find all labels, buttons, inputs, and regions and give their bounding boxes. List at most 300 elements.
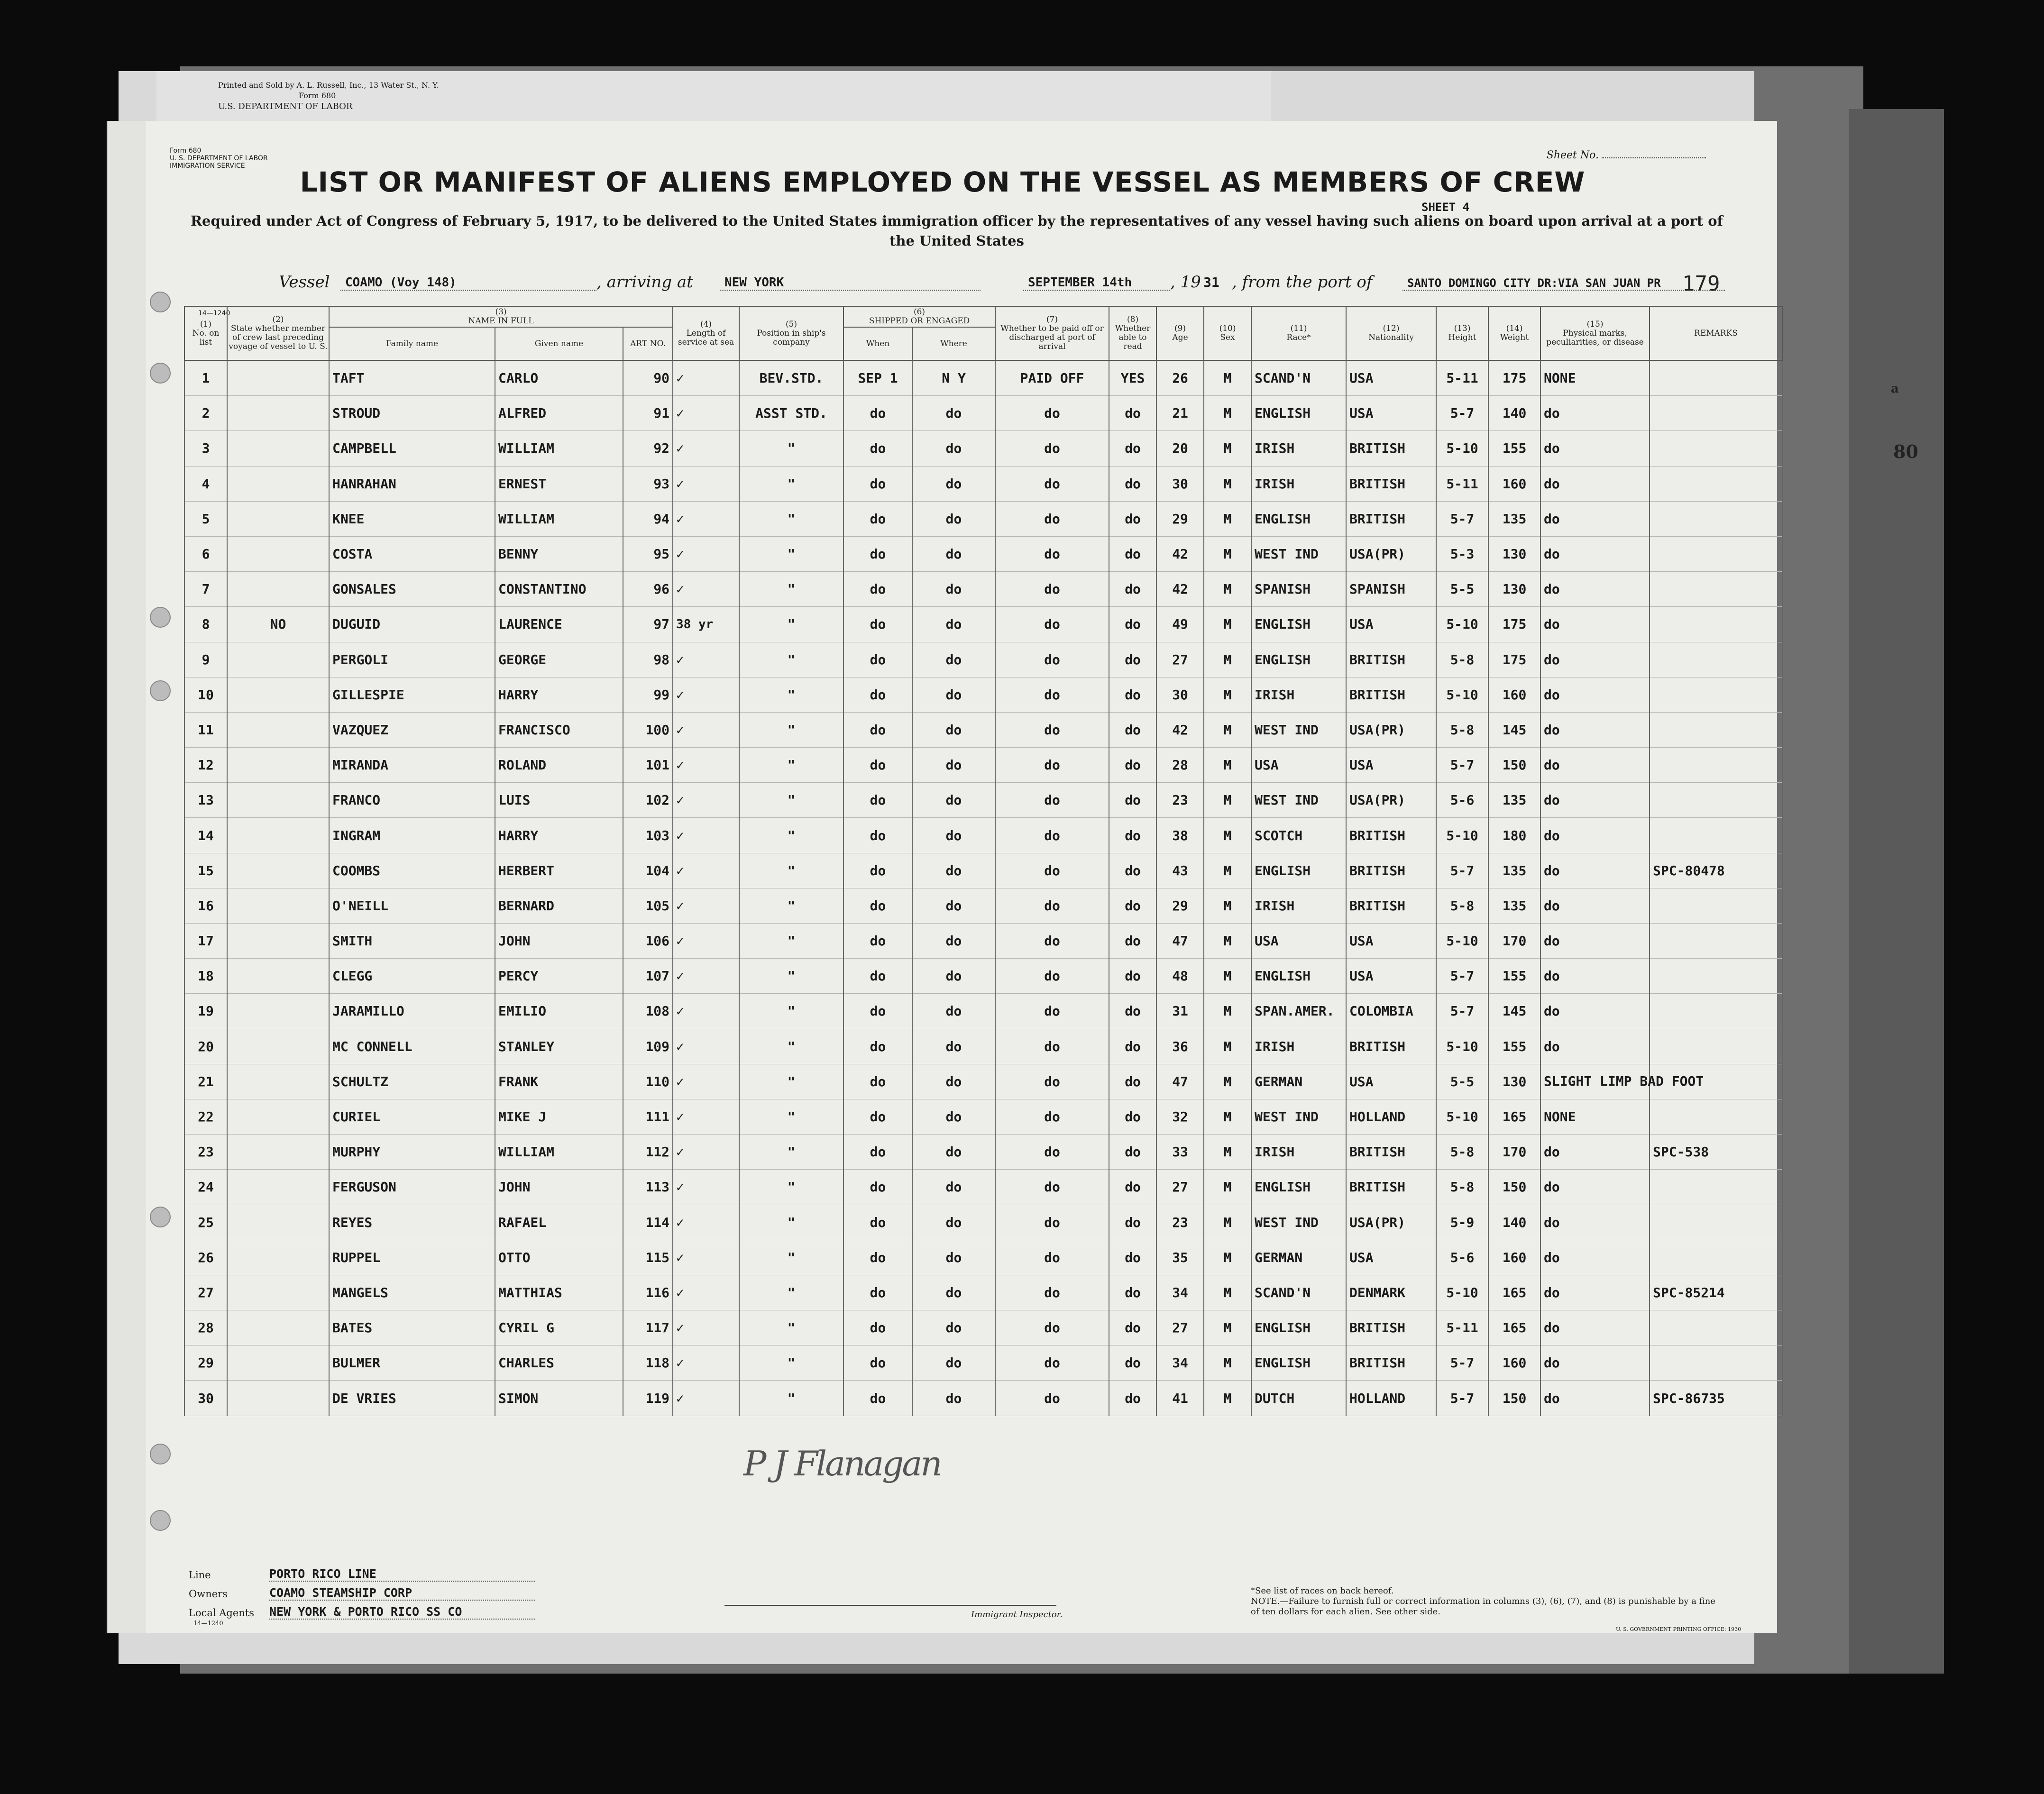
family-name-cell: DUGUID xyxy=(329,607,495,642)
port-label: , from the port of xyxy=(1232,273,1373,292)
age-cell: 29 xyxy=(1156,501,1204,536)
shipped-where-cell: do xyxy=(912,536,995,571)
nationality-cell: USA(PR) xyxy=(1346,783,1436,818)
shipped-where-cell: do xyxy=(912,431,995,466)
sex-cell: M xyxy=(1204,818,1251,853)
sex-cell: M xyxy=(1204,431,1251,466)
nationality-cell: BRITISH xyxy=(1346,431,1436,466)
art-number-cell: 109 xyxy=(623,1029,673,1064)
row-number-cell: 18 xyxy=(184,959,227,994)
remarks-cell xyxy=(1650,1346,1782,1381)
physical-marks-cell: do xyxy=(1540,1205,1650,1240)
remarks-cell xyxy=(1650,818,1782,853)
race-cell: ENGLISH xyxy=(1251,853,1346,888)
prev-voyage-cell xyxy=(227,572,329,607)
sex-cell: M xyxy=(1204,677,1251,712)
physical-marks-cell: do xyxy=(1540,959,1650,994)
position-cell: " xyxy=(739,712,843,747)
paid-off-cell: do xyxy=(995,1064,1109,1099)
prev-voyage-cell xyxy=(227,1205,329,1240)
service-length-cell: ✓ xyxy=(673,501,739,536)
remarks-cell xyxy=(1650,994,1782,1029)
age-cell: 42 xyxy=(1156,572,1204,607)
note-text: NOTE.—Failure to furnish full or correct information in columns (3), (6), (7), and (8) is punishable by a fine of ten dollars for each alien. See other side. xyxy=(1251,1596,1715,1617)
weight-cell: 155 xyxy=(1488,1029,1540,1064)
position-cell: " xyxy=(739,642,843,677)
height-cell: 5-7 xyxy=(1436,396,1488,431)
shipped-where-cell: do xyxy=(912,501,995,536)
punch-hole xyxy=(150,1207,171,1227)
col-header-no: (1) No. on list xyxy=(184,306,227,360)
shipped-when-cell: do xyxy=(843,959,912,994)
shipped-where-cell: do xyxy=(912,396,995,431)
physical-marks-cell: do xyxy=(1540,501,1650,536)
paid-off-cell: do xyxy=(995,1310,1109,1346)
note-races: *See list of races on back hereof. xyxy=(1251,1586,1394,1596)
arriving-label: , arriving at xyxy=(596,273,693,292)
race-cell: SPANISH xyxy=(1251,572,1346,607)
height-cell: 5-8 xyxy=(1436,642,1488,677)
shipped-where-cell: do xyxy=(912,642,995,677)
table-row xyxy=(184,1310,1782,1346)
given-name-cell: MIKE J xyxy=(495,1099,623,1134)
given-name-cell: EMILIO xyxy=(495,994,623,1029)
age-cell: 35 xyxy=(1156,1240,1204,1275)
stamp-number: 179 xyxy=(1682,272,1720,296)
age-cell: 30 xyxy=(1156,677,1204,712)
year-prefix: , 19 xyxy=(1170,273,1201,292)
prev-voyage-cell xyxy=(227,748,329,783)
race-cell: SCOTCH xyxy=(1251,818,1346,853)
service-length-cell: ✓ xyxy=(673,642,739,677)
shipped-when-cell: do xyxy=(843,924,912,959)
weight-cell: 150 xyxy=(1488,1170,1540,1205)
weight-cell: 170 xyxy=(1488,1135,1540,1170)
nationality-cell: BRITISH xyxy=(1346,677,1436,712)
position-cell: " xyxy=(739,1135,843,1170)
service-length-cell: ✓ xyxy=(673,994,739,1029)
table-row xyxy=(184,1346,1782,1381)
nationality-cell: USA xyxy=(1346,1240,1436,1275)
family-name-cell: BULMER xyxy=(329,1346,495,1381)
family-name-cell: VAZQUEZ xyxy=(329,712,495,747)
family-name-cell: INGRAM xyxy=(329,818,495,853)
shipped-where-cell: do xyxy=(912,1170,995,1205)
nationality-cell: DENMARK xyxy=(1346,1275,1436,1310)
page-subtitle: Required under Act of Congress of February 5, 1917, to be delivered to the United States immigration officer by the representatives of any vessel having such aliens on board upon arrival at a port of the United States xyxy=(190,213,1723,249)
vessel-label: Vessel xyxy=(279,273,330,292)
remarks-cell: SPC-538 xyxy=(1650,1135,1782,1170)
table-row xyxy=(184,818,1782,853)
col-header-prev-voyage: (2) State whether member of crew last preceding voyage of vessel to U. S. xyxy=(227,306,329,360)
able-to-read-cell: do xyxy=(1109,677,1156,712)
shipped-when-cell: do xyxy=(843,1346,912,1381)
able-to-read-cell: do xyxy=(1109,924,1156,959)
art-number-cell: 108 xyxy=(623,994,673,1029)
height-cell: 5-10 xyxy=(1436,431,1488,466)
shipped-when-cell: do xyxy=(843,1240,912,1275)
able-to-read-cell: do xyxy=(1109,466,1156,501)
shipped-when-cell: do xyxy=(843,1205,912,1240)
shipped-where-cell: do xyxy=(912,1310,995,1346)
able-to-read-cell: do xyxy=(1109,1099,1156,1134)
weight-cell: 135 xyxy=(1488,501,1540,536)
physical-marks-cell: do xyxy=(1540,994,1650,1029)
sex-cell: M xyxy=(1204,853,1251,888)
paid-off-cell: do xyxy=(995,1381,1109,1416)
col-header-given: Given name xyxy=(495,327,623,360)
punch-hole xyxy=(150,607,171,628)
shipped-where-cell: do xyxy=(912,924,995,959)
family-name-cell: TAFT xyxy=(329,360,495,396)
col-header-marks: (15) Physical marks, peculiarities, or disease xyxy=(1540,306,1650,360)
nationality-cell: BRITISH xyxy=(1346,501,1436,536)
port-value: SANTO DOMINGO CITY DR:VIA SAN JUAN PR xyxy=(1402,276,1725,291)
race-cell: DUTCH xyxy=(1251,1381,1346,1416)
shipped-where-cell: do xyxy=(912,1346,995,1381)
position-cell: " xyxy=(739,888,843,923)
prev-voyage-cell xyxy=(227,888,329,923)
able-to-read-cell: do xyxy=(1109,1064,1156,1099)
service-length-cell: ✓ xyxy=(673,1170,739,1205)
height-cell: 5-11 xyxy=(1436,360,1488,396)
given-name-cell: ERNEST xyxy=(495,466,623,501)
nationality-cell: SPANISH xyxy=(1346,572,1436,607)
vessel-line xyxy=(108,273,1777,296)
shipped-where-cell: N Y xyxy=(912,360,995,396)
table-row xyxy=(184,1135,1782,1170)
prev-voyage-cell xyxy=(227,924,329,959)
table-row xyxy=(184,572,1782,607)
height-cell: 5-11 xyxy=(1436,1310,1488,1346)
weight-cell: 150 xyxy=(1488,748,1540,783)
row-number-cell: 1 xyxy=(184,360,227,396)
sex-cell: M xyxy=(1204,396,1251,431)
physical-marks-cell: do xyxy=(1540,853,1650,888)
physical-marks-cell: do xyxy=(1540,783,1650,818)
paid-off-cell: do xyxy=(995,959,1109,994)
punch-hole xyxy=(150,1444,171,1464)
art-number-cell: 118 xyxy=(623,1346,673,1381)
family-name-cell: MIRANDA xyxy=(329,748,495,783)
row-number-cell: 3 xyxy=(184,431,227,466)
height-cell: 5-7 xyxy=(1436,959,1488,994)
prev-voyage-cell xyxy=(227,1029,329,1064)
able-to-read-cell: do xyxy=(1109,1346,1156,1381)
weight-cell: 145 xyxy=(1488,994,1540,1029)
paid-off-cell: do xyxy=(995,1240,1109,1275)
given-name-cell: BERNARD xyxy=(495,888,623,923)
physical-marks-cell: do xyxy=(1540,431,1650,466)
race-cell: IRISH xyxy=(1251,1135,1346,1170)
height-cell: 5-7 xyxy=(1436,1346,1488,1381)
able-to-read-cell: do xyxy=(1109,396,1156,431)
physical-marks-cell: do xyxy=(1540,1310,1650,1346)
family-name-cell: PERGOLI xyxy=(329,642,495,677)
sex-cell: M xyxy=(1204,1240,1251,1275)
sheet-stamp: SHEET 4 xyxy=(1421,201,1470,214)
nationality-cell: USA(PR) xyxy=(1346,712,1436,747)
weight-cell: 175 xyxy=(1488,607,1540,642)
sheet-number-label: Sheet No. xyxy=(1546,149,1599,161)
service-length-cell: ✓ xyxy=(673,1310,739,1346)
shipped-where-cell: do xyxy=(912,1029,995,1064)
remarks-cell xyxy=(1650,1170,1782,1205)
age-cell: 42 xyxy=(1156,536,1204,571)
height-cell: 5-10 xyxy=(1436,677,1488,712)
remarks-cell: SPC-86735 xyxy=(1650,1381,1782,1416)
shipped-when-cell: do xyxy=(843,783,912,818)
paid-off-cell: do xyxy=(995,1346,1109,1381)
given-name-cell: ALFRED xyxy=(495,396,623,431)
paid-off-cell: do xyxy=(995,396,1109,431)
remarks-cell: SPC-85214 xyxy=(1650,1275,1782,1310)
weight-cell: 155 xyxy=(1488,431,1540,466)
prev-voyage-cell xyxy=(227,994,329,1029)
col-header-position: (5) Position in ship's company xyxy=(739,306,843,360)
art-number-cell: 101 xyxy=(623,748,673,783)
physical-marks-cell: do xyxy=(1540,1240,1650,1275)
shipped-when-cell: do xyxy=(843,1029,912,1064)
col-header-when: When xyxy=(843,327,912,360)
able-to-read-cell: YES xyxy=(1109,360,1156,396)
age-cell: 47 xyxy=(1156,1064,1204,1099)
given-name-cell: FRANCISCO xyxy=(495,712,623,747)
age-cell: 36 xyxy=(1156,1029,1204,1064)
height-cell: 5-8 xyxy=(1436,1170,1488,1205)
age-cell: 23 xyxy=(1156,783,1204,818)
paid-off-cell: do xyxy=(995,1205,1109,1240)
family-name-cell: FRANCO xyxy=(329,783,495,818)
sex-cell: M xyxy=(1204,783,1251,818)
family-name-cell: BATES xyxy=(329,1310,495,1346)
table-row xyxy=(184,1240,1782,1275)
position-cell: " xyxy=(739,501,843,536)
form-department: U. S. DEPARTMENT OF LABOR xyxy=(170,155,268,162)
form-code-top: 14—1240 xyxy=(198,310,230,317)
able-to-read-cell: do xyxy=(1109,748,1156,783)
weight-cell: 160 xyxy=(1488,1240,1540,1275)
table-row xyxy=(184,1099,1782,1134)
weight-cell: 135 xyxy=(1488,853,1540,888)
remarks-cell xyxy=(1650,924,1782,959)
height-cell: 5-7 xyxy=(1436,994,1488,1029)
shipped-where-cell: do xyxy=(912,1064,995,1099)
punch-hole xyxy=(150,1510,171,1531)
family-name-cell: FERGUSON xyxy=(329,1170,495,1205)
sex-cell: M xyxy=(1204,501,1251,536)
position-cell: " xyxy=(739,818,843,853)
nationality-cell: BRITISH xyxy=(1346,818,1436,853)
prev-voyage-cell: NO xyxy=(227,607,329,642)
family-name-cell: MURPHY xyxy=(329,1135,495,1170)
family-name-cell: STROUD xyxy=(329,396,495,431)
family-name-cell: GONSALES xyxy=(329,572,495,607)
position-cell: " xyxy=(739,959,843,994)
arriving-value: NEW YORK xyxy=(720,275,981,291)
nationality-cell: USA xyxy=(1346,1064,1436,1099)
prev-voyage-cell xyxy=(227,818,329,853)
position-cell: " xyxy=(739,783,843,818)
given-name-cell: CARLO xyxy=(495,360,623,396)
paid-off-cell: do xyxy=(995,572,1109,607)
service-length-cell: ✓ xyxy=(673,536,739,571)
paid-off-cell: do xyxy=(995,1135,1109,1170)
position-cell: " xyxy=(739,431,843,466)
position-cell: " xyxy=(739,1029,843,1064)
col-header-remarks: REMARKS xyxy=(1650,306,1782,360)
nationality-cell: BRITISH xyxy=(1346,1170,1436,1205)
weight-cell: 130 xyxy=(1488,536,1540,571)
able-to-read-cell: do xyxy=(1109,572,1156,607)
shipped-where-cell: do xyxy=(912,1205,995,1240)
art-number-cell: 103 xyxy=(623,818,673,853)
binding-strip xyxy=(108,121,146,1633)
art-number-cell: 110 xyxy=(623,1064,673,1099)
shipped-when-cell: do xyxy=(843,642,912,677)
table-row xyxy=(184,1029,1782,1064)
service-length-cell: ✓ xyxy=(673,888,739,923)
height-cell: 5-11 xyxy=(1436,466,1488,501)
able-to-read-cell: do xyxy=(1109,536,1156,571)
family-name-cell: CLEGG xyxy=(329,959,495,994)
remarks-cell xyxy=(1650,1099,1782,1134)
row-number-cell: 20 xyxy=(184,1029,227,1064)
shipped-when-cell: do xyxy=(843,572,912,607)
paid-off-cell: do xyxy=(995,677,1109,712)
height-cell: 5-8 xyxy=(1436,712,1488,747)
position-cell: " xyxy=(739,1310,843,1346)
given-name-cell: JOHN xyxy=(495,924,623,959)
row-number-cell: 5 xyxy=(184,501,227,536)
owners-label: Owners xyxy=(189,1588,228,1600)
race-cell: SCAND'N xyxy=(1251,360,1346,396)
shipped-when-cell: do xyxy=(843,818,912,853)
given-name-cell: CHARLES xyxy=(495,1346,623,1381)
sex-cell: M xyxy=(1204,1205,1251,1240)
shipped-where-cell: do xyxy=(912,748,995,783)
nationality-cell: BRITISH xyxy=(1346,1029,1436,1064)
race-cell: USA xyxy=(1251,748,1346,783)
service-length-cell: ✓ xyxy=(673,1029,739,1064)
row-number-cell: 12 xyxy=(184,748,227,783)
age-cell: 27 xyxy=(1156,642,1204,677)
weight-cell: 155 xyxy=(1488,959,1540,994)
height-cell: 5-7 xyxy=(1436,748,1488,783)
shipped-when-cell: do xyxy=(843,888,912,923)
inspector-signature: P J Flanagan xyxy=(743,1444,941,1483)
weight-cell: 160 xyxy=(1488,466,1540,501)
position-cell: " xyxy=(739,1346,843,1381)
nationality-cell: BRITISH xyxy=(1346,642,1436,677)
prev-voyage-cell xyxy=(227,642,329,677)
physical-marks-cell: do xyxy=(1540,572,1650,607)
race-cell: ENGLISH xyxy=(1251,607,1346,642)
family-name-cell: COOMBS xyxy=(329,853,495,888)
position-cell: " xyxy=(739,853,843,888)
year-value: 31 xyxy=(1203,275,1219,290)
sex-cell: M xyxy=(1204,642,1251,677)
age-cell: 20 xyxy=(1156,431,1204,466)
page-title: LIST OR MANIFEST OF ALIENS EMPLOYED ON THE VESSEL AS MEMBERS OF CREW xyxy=(300,166,1586,198)
row-number-cell: 26 xyxy=(184,1240,227,1275)
art-number-cell: 93 xyxy=(623,466,673,501)
shipped-when-cell: do xyxy=(843,466,912,501)
service-length-cell: ✓ xyxy=(673,783,739,818)
race-cell: ENGLISH xyxy=(1251,1170,1346,1205)
row-number-cell: 16 xyxy=(184,888,227,923)
height-cell: 5-10 xyxy=(1436,1275,1488,1310)
race-cell: ENGLISH xyxy=(1251,642,1346,677)
race-cell: GERMAN xyxy=(1251,1240,1346,1275)
col-header-race: (11) Race* xyxy=(1251,306,1346,360)
shipped-when-cell: do xyxy=(843,501,912,536)
prev-voyage-cell xyxy=(227,1346,329,1381)
height-cell: 5-6 xyxy=(1436,783,1488,818)
paid-off-cell: do xyxy=(995,783,1109,818)
sex-cell: M xyxy=(1204,572,1251,607)
service-length-cell: ✓ xyxy=(673,1135,739,1170)
race-cell: WEST IND xyxy=(1251,712,1346,747)
able-to-read-cell: do xyxy=(1109,1205,1156,1240)
table-row xyxy=(184,360,1782,396)
able-to-read-cell: do xyxy=(1109,607,1156,642)
age-cell: 38 xyxy=(1156,818,1204,853)
weight-cell: 160 xyxy=(1488,677,1540,712)
height-cell: 5-5 xyxy=(1436,1064,1488,1099)
table-row xyxy=(184,431,1782,466)
shipped-when-cell: do xyxy=(843,853,912,888)
paid-off-cell: do xyxy=(995,853,1109,888)
table-row xyxy=(184,607,1782,642)
previous-sheet-header xyxy=(156,71,1271,128)
weight-cell: 135 xyxy=(1488,888,1540,923)
height-cell: 5-10 xyxy=(1436,607,1488,642)
remarks-cell xyxy=(1650,959,1782,994)
sex-cell: M xyxy=(1204,1029,1251,1064)
height-cell: 5-10 xyxy=(1436,924,1488,959)
form-service: IMMIGRATION SERVICE xyxy=(170,162,245,170)
sex-cell: M xyxy=(1204,1381,1251,1416)
remarks-cell xyxy=(1650,396,1782,431)
prev-voyage-cell xyxy=(227,853,329,888)
remarks-cell xyxy=(1650,431,1782,466)
table-row xyxy=(184,1381,1782,1416)
race-cell: IRISH xyxy=(1251,677,1346,712)
art-number-cell: 113 xyxy=(623,1170,673,1205)
table-row xyxy=(184,959,1782,994)
physical-marks-cell: do xyxy=(1540,888,1650,923)
paid-off-cell: do xyxy=(995,642,1109,677)
height-cell: 5-10 xyxy=(1436,1029,1488,1064)
remarks-cell xyxy=(1650,677,1782,712)
nationality-cell: USA xyxy=(1346,959,1436,994)
row-number-cell: 19 xyxy=(184,994,227,1029)
shipped-when-cell: do xyxy=(843,396,912,431)
nationality-cell: USA xyxy=(1346,748,1436,783)
family-name-cell: GILLESPIE xyxy=(329,677,495,712)
race-cell: USA xyxy=(1251,924,1346,959)
family-name-cell: O'NEILL xyxy=(329,888,495,923)
family-name-cell: HANRAHAN xyxy=(329,466,495,501)
row-number-cell: 6 xyxy=(184,536,227,571)
weight-cell: 150 xyxy=(1488,1381,1540,1416)
given-name-cell: OTTO xyxy=(495,1240,623,1275)
nationality-cell: USA xyxy=(1346,396,1436,431)
given-name-cell: MATTHIAS xyxy=(495,1275,623,1310)
art-number-cell: 100 xyxy=(623,712,673,747)
age-cell: 47 xyxy=(1156,924,1204,959)
